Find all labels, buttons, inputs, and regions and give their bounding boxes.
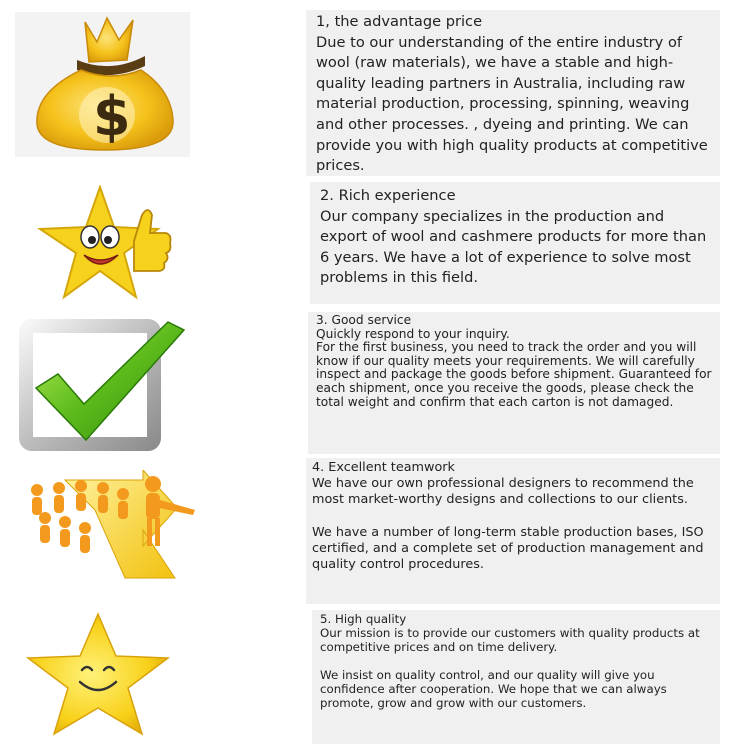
section-paragraph: We have a number of long-term stable production bases, ISO certified, and a complete set of production management and quality control procedures. [312, 524, 704, 573]
thumbs-up-star-icon [30, 185, 180, 305]
section-title: 3. Good service [316, 313, 412, 327]
section-paragraph: Our company specializes in the production and export of wool and cashmere products for more than 6 years. We have a lot of experience to solve most problems in this field. [320, 207, 707, 287]
section-title: 2. Rich experience [320, 187, 456, 204]
section-title: 5. High quality [320, 612, 407, 626]
section-paragraph: Our mission is to provide our customers with quality products at competitive prices and on time delivery. [320, 626, 700, 655]
section-paragraph: We have our own professional designers to recommend the most market-worthy designs and collections to our clients. [312, 476, 694, 508]
text-panel [310, 182, 720, 304]
section-paragraph: Quickly respond to your inquiry. For the first business, you need to track the order and you will know if our quality meets your requirements. We will carefully inspect and package the goods before shipment. Guaranteed for each shipment, once you receive the goods, please check the total weight and confirm that each carton is not damaged. [316, 326, 712, 409]
checkmark-icon [18, 318, 188, 453]
text-panel [306, 458, 720, 604]
section-title: 4. Excellent teamwork [312, 460, 455, 475]
section-paragraph: Due to our understanding of the entire industry of wool (raw materials), we have a stable and high-quality leading partners in Australia, including raw material production, processing, spinning, weaving and other processes. , dyeing and printing. We can provide you with high quality products at competitive prices. [316, 33, 708, 175]
text-panel [306, 10, 720, 176]
money-bag-icon [15, 12, 190, 157]
svg-text:$: $ [93, 85, 131, 148]
section-paragraph: We insist on quality control, and our quality will give you confidence after cooperation. We hope that we can always promote, grow and grow with our customers. [320, 667, 667, 711]
teamwork-arrow-icon [25, 470, 205, 580]
smiling-star-icon [18, 612, 178, 737]
section-title: 1, the advantage price [316, 13, 483, 30]
text-panel [308, 312, 720, 454]
text-panel [312, 610, 720, 744]
